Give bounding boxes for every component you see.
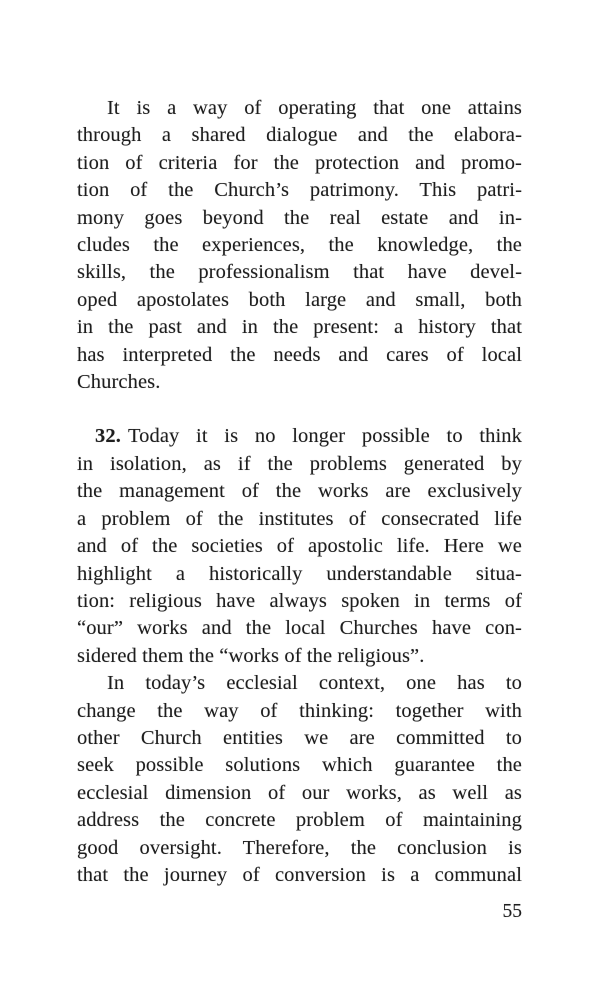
text-line: a problem of the institutes of consecrated life xyxy=(77,507,522,530)
text-line: oped apostolates both large and small, both xyxy=(77,288,522,311)
text-line: ecclesial dimension of our works, as well as xyxy=(77,781,522,804)
text-line: tion of criteria for the protection and promo- xyxy=(77,151,522,174)
text-line: sidered them the “works of the religious”. xyxy=(77,644,425,667)
text-line: address the concrete problem of maintaining xyxy=(77,809,522,832)
text-line: mony goes beyond the real estate and in- xyxy=(77,206,522,229)
text-line: Churches. xyxy=(77,371,161,394)
text-line: It is a way of operating that one attains xyxy=(107,97,522,119)
text-line: tion of the Church’s patrimony. This patri- xyxy=(77,179,522,202)
text-line: in the past and in the present: a history that xyxy=(77,316,522,339)
text-line: and of the societies of apostolic life. Here we xyxy=(77,535,522,558)
text-line: “our” works and the local Churches have con- xyxy=(77,617,522,640)
text-line: through a shared dialogue and the elabora- xyxy=(77,124,522,147)
text-block xyxy=(77,95,522,889)
paragraph-2 xyxy=(77,423,522,670)
paragraph-3 xyxy=(77,670,522,889)
page-number: 55 xyxy=(502,901,522,922)
text-line: skills, the professionalism that have devel- xyxy=(77,261,522,284)
text-line: change the way of thinking: together with xyxy=(77,699,522,722)
paragraph-1 xyxy=(77,95,522,396)
text-line: the management of the works are exclusively xyxy=(77,480,522,503)
text-line: has interpreted the needs and cares of local xyxy=(77,343,522,366)
text-line: highlight a historically understandable situa- xyxy=(77,562,522,585)
text-line: In today’s ecclesial context, one has to xyxy=(107,672,522,695)
text-line: tion: religious have always spoken in terms of xyxy=(77,589,522,612)
text-line: 32. Today it is no longer possible to think xyxy=(95,425,522,448)
text-line: other Church entities we are committed to xyxy=(77,726,522,749)
text-line: seek possible solutions which guarantee the xyxy=(77,754,522,777)
text-line: good oversight. Therefore, the conclusion is xyxy=(77,836,522,859)
text-line: that the journey of conversion is a communal xyxy=(77,863,522,886)
text-line: in isolation, as if the problems generated by xyxy=(77,452,522,475)
section-number: 32. xyxy=(95,425,121,448)
text-line: cludes the experiences, the knowledge, the xyxy=(77,234,522,257)
